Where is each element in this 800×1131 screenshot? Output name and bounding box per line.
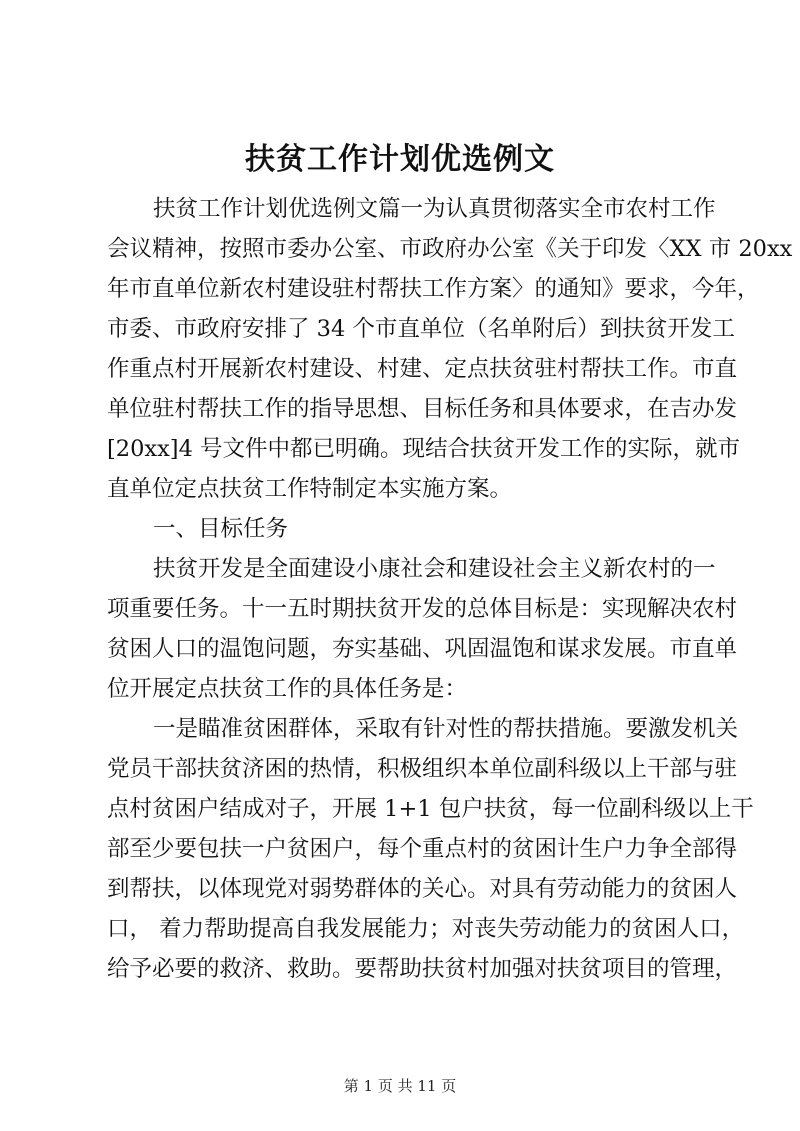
text-line: 直单位定点扶贫工作特制定本实施方案。: [107, 476, 513, 502]
text-line: 会议精神，按照市委办公室、市政府办公室《关于印发〈XX 市 20xx: [107, 236, 793, 262]
text-line: 贫困人口的温饱问题，夯实基础、巩固温饱和谋求发展。市直单: [107, 636, 738, 662]
text-line: 口， 着力帮助提高自我发展能力；对丧失劳动能力的贫困人口，: [107, 916, 745, 942]
text-line: 年市直单位新农村建设驻村帮扶工作方案〉的通知》要求，今年，: [107, 276, 760, 302]
text-line: 位开展定点扶贫工作的具体任务是：: [107, 676, 468, 702]
text-line: 党员干部扶贫济困的热情，积极组织本单位副科级以上干部与驻: [107, 756, 738, 782]
text-line: 作重点村开展新农村建设、村建、定点扶贫驻村帮扶工作。市直: [107, 356, 738, 382]
text-line: 部至少要包扶一户贫困户，每个重点村的贫困计生户力争全部得: [107, 836, 738, 862]
text-line: [20xx]4 号文件中都已明确。现结合扶贫开发工作的实际，就市: [107, 436, 741, 462]
text-line: 单位驻村帮扶工作的指导思想、目标任务和具体要求，在吉办发: [107, 396, 738, 422]
text-line: 市委、市政府安排了 34 个市直单位（名单附后）到扶贫开发工: [107, 316, 735, 342]
page-footer: 第 1 页 共 11 页: [343, 1077, 457, 1095]
text-line: 扶贫开发是全面建设小康社会和建设社会主义新农村的一: [153, 556, 716, 582]
text-line: 到帮扶，以体现党对弱势群体的关心。对具有劳动能力的贫困人: [107, 876, 738, 902]
text-line: 一、目标任务: [153, 516, 289, 542]
text-line: 点村贫困户结成对子，开展 1+1 包户扶贫，每一位副科级以上干: [107, 796, 754, 822]
text-line: 项重要任务。十一五时期扶贫开发的总体目标是：实现解决农村: [107, 596, 738, 622]
document-title: 扶贫工作计划优选例文: [245, 142, 555, 177]
text-line: 扶贫工作计划优选例文篇一为认真贯彻落实全市农村工作: [153, 196, 716, 222]
text-line: 一是瞄准贫困群体，采取有针对性的帮扶措施。要激发机关: [153, 716, 739, 742]
document-body: [107, 189, 793, 989]
text-line: 给予必要的救济、救助。要帮助扶贫村加强对扶贫项目的管理，: [107, 956, 738, 982]
